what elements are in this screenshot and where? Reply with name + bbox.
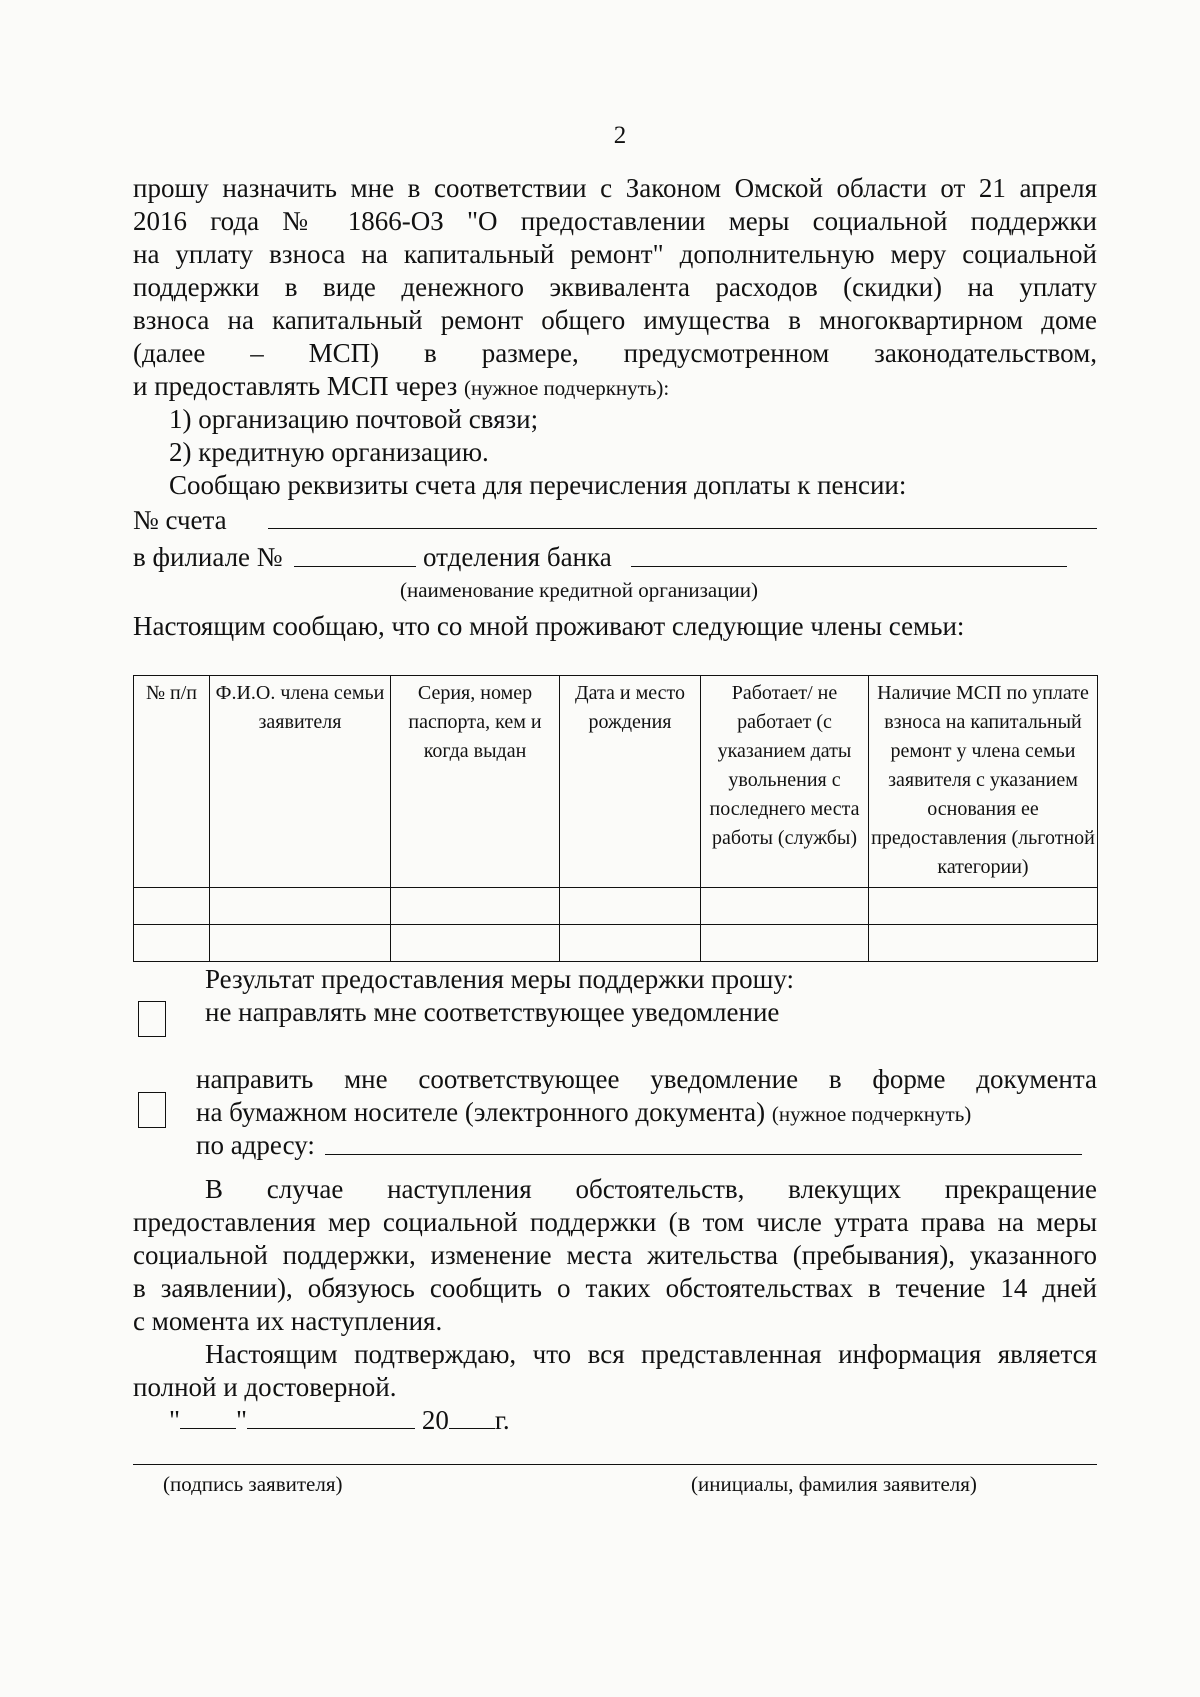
table-header-row <box>134 676 1098 888</box>
department-label: отделения банка <box>423 542 612 572</box>
account-number-label: № счета <box>133 505 227 535</box>
col-number: № п/п <box>134 676 210 888</box>
table-cell[interactable] <box>391 888 560 925</box>
request-line-4: поддержки в виде денежного эквивалента расходов (скидки) на уплату <box>133 272 1097 302</box>
account-intro: Сообщаю реквизиты счета для перечисления доплаты к пенсии: <box>169 470 907 500</box>
table-cell[interactable] <box>134 888 210 925</box>
obligation-line-4: в заявлении), обязуюсь сообщить о таких обстоятельствах в течение 14 дней <box>133 1273 1097 1303</box>
table-cell[interactable] <box>869 888 1098 925</box>
address-field[interactable] <box>325 1154 1082 1155</box>
col-passport: Серия, номер паспорта, кем и когда выдан <box>391 676 560 888</box>
table-cell[interactable] <box>210 888 391 925</box>
obligation-last-line: с момента их наступления. <box>133 1306 443 1336</box>
request-last-line <box>133 370 1097 405</box>
request-last-line-main: и предоставлять МСП через <box>133 371 464 401</box>
table-row <box>134 888 1098 925</box>
date-month-field[interactable] <box>247 1404 415 1429</box>
page-number: 2 <box>613 122 627 149</box>
send-notice-line-2 <box>196 1096 1097 1131</box>
request-line-2: 2016 года № 1866-ОЗ "О предоставлении меры социальной поддержки <box>133 206 1097 236</box>
col-msp-status: Наличие МСП по уплате взноса на капитальный ремонт у члена семьи заявителя с указанием основания ее предоставления (льготной категории) <box>869 676 1098 888</box>
date-day-field[interactable] <box>180 1404 236 1429</box>
send-notice-checkbox[interactable] <box>138 1092 166 1128</box>
signature-line[interactable] <box>133 1464 1097 1465</box>
account-number-field[interactable] <box>268 528 1097 529</box>
branch-label: в филиале № <box>133 542 283 572</box>
date-year-suffix: г. <box>494 1405 510 1435</box>
send-notice-line-2-note: (нужное подчеркнуть) <box>771 1102 972 1126</box>
family-intro: Настоящим сообщаю, что со мной проживают следующие члены семьи: <box>133 611 965 641</box>
date-year-prefix: 20 <box>421 1405 449 1435</box>
confirmation-line-2: полной и достоверной. <box>133 1372 397 1402</box>
name-caption: (инициалы, фамилия заявителя) <box>691 1472 977 1496</box>
option-bank: 2) кредитную организацию. <box>169 437 489 467</box>
col-full-name: Ф.И.О. члена семьи заявителя <box>210 676 391 888</box>
obligation-line-2: предоставления мер социальной поддержки (в том числе утрата права на меры <box>133 1207 1097 1237</box>
send-notice-line-2-main: на бумажном носителе (электронного документа) <box>196 1097 772 1127</box>
table-cell[interactable] <box>560 925 701 962</box>
option-post: 1) организацию почтовой связи; <box>169 404 539 434</box>
table-cell[interactable] <box>210 925 391 962</box>
send-notice-line-1: направить мне соответствующее уведомление в форме документа <box>196 1064 1097 1094</box>
table-cell[interactable] <box>134 925 210 962</box>
no-notice-checkbox[interactable] <box>138 1001 166 1037</box>
obligation-line-3: социальной поддержки, изменение места жительства (пребывания), указанного <box>133 1240 1097 1270</box>
date-quote-open: " <box>169 1405 181 1435</box>
col-birth: Дата и место рождения <box>560 676 701 888</box>
no-notice-label: не направлять мне соответствующее уведомление <box>205 997 780 1027</box>
request-last-line-note: (нужное подчеркнуть): <box>464 376 670 400</box>
request-line-1: прошу назначить мне в соответствии с Законом Омской области от 21 апреля <box>133 173 1097 203</box>
date-quote-close: " <box>236 1405 248 1435</box>
date-line <box>169 1404 510 1437</box>
request-line-5: взноса на капитальный ремонт общего имущества в многоквартирном доме <box>133 305 1097 335</box>
table-cell[interactable] <box>391 925 560 962</box>
obligation-line-1: В случае наступления обстоятельств, влекущих прекращение <box>205 1174 1097 1204</box>
request-line-6: (далее – МСП) в размере, предусмотренном законодательством, <box>133 338 1097 368</box>
address-label: по адресу: <box>196 1130 315 1160</box>
confirmation-line-1: Настоящим подтверждаю, что вся представленная информация является <box>205 1339 1097 1369</box>
date-year-field[interactable] <box>449 1404 495 1429</box>
table-row <box>134 925 1098 962</box>
table-cell[interactable] <box>701 888 869 925</box>
branch-number-field[interactable] <box>294 566 416 567</box>
bank-name-field[interactable] <box>631 566 1067 567</box>
result-intro: Результат предоставления меры поддержки прошу: <box>205 964 795 994</box>
request-line-3: на уплату взноса на капитальный ремонт" дополнительную меру социальной <box>133 239 1097 269</box>
family-members-table <box>133 675 1098 962</box>
bank-name-caption: (наименование кредитной организации) <box>400 578 758 602</box>
table-cell[interactable] <box>560 888 701 925</box>
signature-caption: (подпись заявителя) <box>163 1472 343 1496</box>
table-cell[interactable] <box>701 925 869 962</box>
table-cell[interactable] <box>869 925 1098 962</box>
col-employment: Работает/ не работает (с указанием даты увольнения с последнего места работы (службы) <box>701 676 869 888</box>
